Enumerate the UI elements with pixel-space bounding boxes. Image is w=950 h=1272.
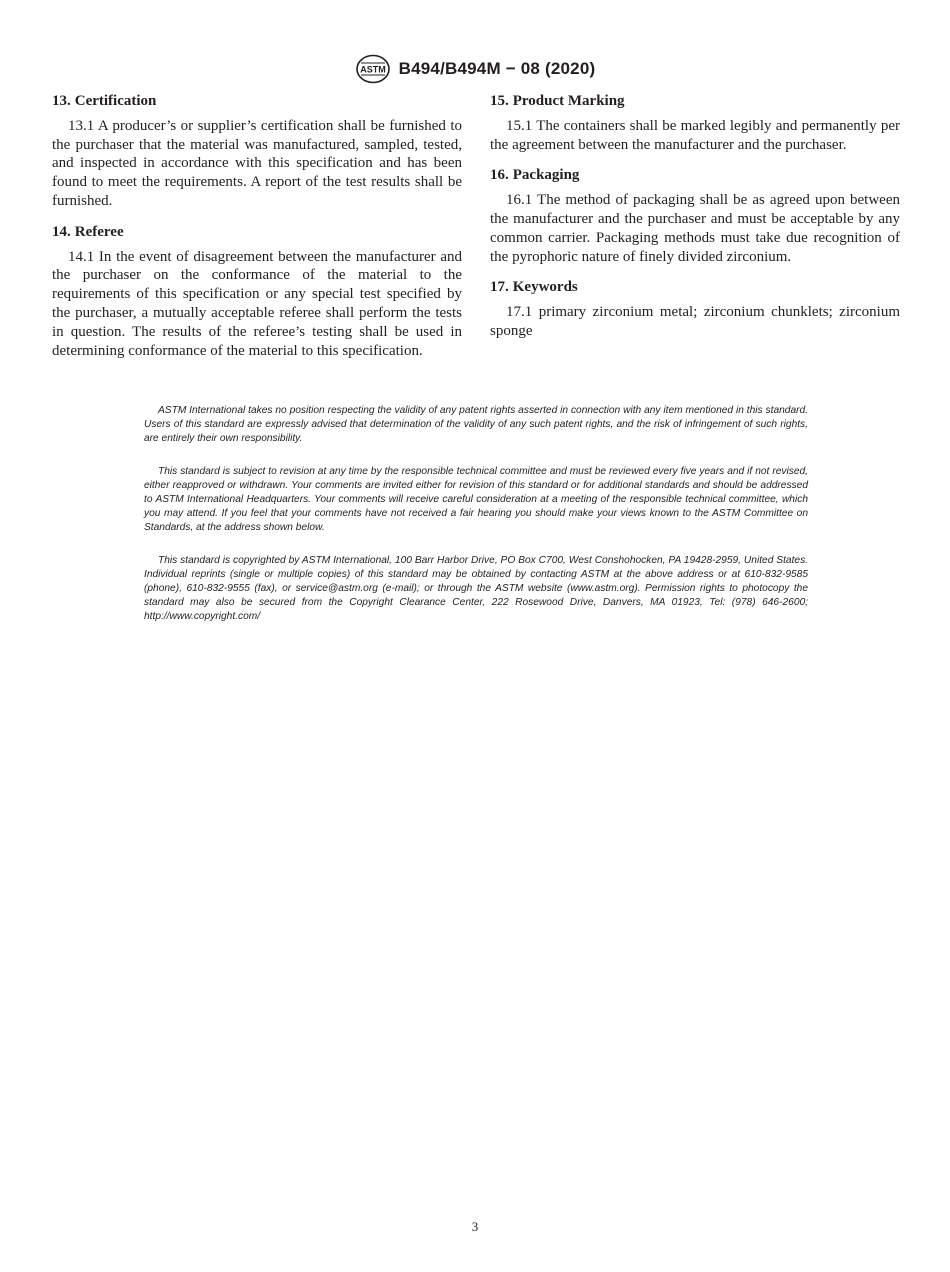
section-number: 17. [490,279,509,296]
section-packaging [490,166,900,266]
section-title: Product Marking [512,93,625,109]
page-number: 3 [471,1219,479,1234]
patent-notice: ASTM International takes no position respecting the validity of any patent rights asserted in connection with any item mentioned in this standard. Users of this standard are expressly advised that determination of the validity of any such patent rights, and the risk of infringement of such rights, are entirely their own responsibility. [144,405,808,444]
revision-notice: This standard is subject to revision at any time by the responsible technical committee and must be reviewed every five years and if not revised, either reapproved or withdrawn. Your comments are invited either for revision of this standard or for additional standards and should be addressed to ASTM International Headquarters. Your comments will receive careful consideration at a meeting of the responsible technical committee, which you may attend. If you feel that your comments have not received a fair hearing you should make your views known to the ASTM Committee on Standards, at the address shown below. [144,466,808,533]
document-designation: B494/B494M − 08 (2020) [398,59,596,78]
paragraph-14-1: 14.1 In the event of disagreement between the manufacturer and the purchaser on the conformance of the material to the requirements of this specification or any special test specified by the purchaser, a mutually acceptable referee shall perform the tests in question. The results of the referee’s testing shall be used in determining conformance of the material to this specification. [52,248,462,359]
section-keywords [490,278,900,340]
section-referee [52,223,462,361]
section-number: 16. [490,167,509,184]
page-header [0,54,950,84]
section-number: 14. [52,223,71,240]
section-product-marking [490,92,900,154]
paragraph-13-1: 13.1 A producer’s or supplier’s certification shall be furnished to the purchaser that the material was manufactured, sampled, tested, and inspected in accordance with this specification and has been found to meet the requirements. A report of the test results shall be furnished. [52,117,462,209]
section-heading [490,278,900,297]
section-heading [490,92,900,111]
section-number: 15. [490,93,509,109]
header-inner [355,54,596,84]
section-title: Referee [74,223,124,240]
paragraph-15-1: 15.1 The containers shall be marked legibly and permanently per the agreement between the manufacturer and the purchaser. [490,117,900,153]
astm-logo-text: ASTM [359,64,386,75]
section-heading [52,92,462,111]
section-heading [52,223,462,242]
copyright-notice: This standard is copyrighted by ASTM International, 100 Barr Harbor Drive, PO Box C700, West Conshohocken, PA 19428-2959, United States. Individual reprints (single or multiple copies) of this standard may be obtained by contacting ASTM at the above address or at 610-832-9585 (phone), 610-832-9555 (fax), or service@astm.org (e-mail); or through the ASTM website (www.astm.org). Permission rights to photocopy the standard may also be secured from the Copyright Clearance Center, 222 Rosewood Drive, Danvers, MA 01923, Tel: (978) 646-2600; http://www.copyright.com/ [144,555,808,622]
section-title: Packaging [512,167,580,184]
section-number: 13. [52,93,71,109]
left-column [52,92,462,372]
section-heading [490,166,900,185]
section-certification [52,92,462,211]
right-column [490,92,900,353]
paragraph-17-1: 17.1 primary zirconium metal; zirconium chunklets; zirconium sponge [490,304,900,339]
legal-notices [144,404,808,643]
section-title: Keywords [512,279,578,296]
astm-logo-icon [355,54,391,84]
section-title: Certification [74,93,157,109]
paragraph-16-1: 16.1 The method of packaging shall be as agreed upon between the manufacturer and the purchaser and must be acceptable by any common carrier. Packaging methods must take due recognition of the pyrophoric nature of finely divided zirconium. [490,192,900,265]
